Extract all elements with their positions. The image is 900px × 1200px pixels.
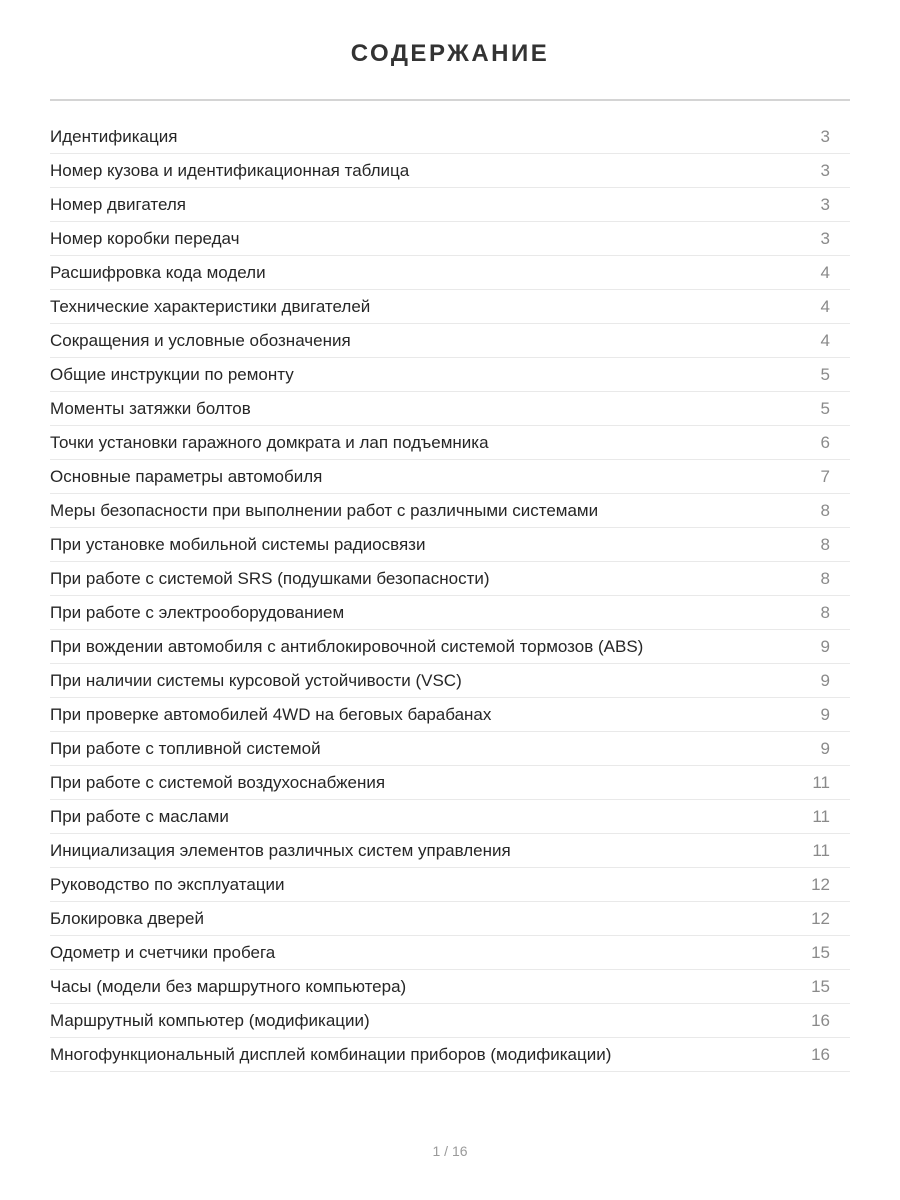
toc-entry-title: Многофункциональный дисплей комбинации приборов (модификации) bbox=[50, 1044, 612, 1064]
toc-entry[interactable] bbox=[50, 494, 850, 528]
toc-entry-page-number: 11 bbox=[812, 806, 830, 826]
toc-entry-title: Руководство по эксплуатации bbox=[50, 874, 285, 894]
toc-entry-page-number: 4 bbox=[820, 262, 830, 282]
toc-entry-page-number: 3 bbox=[820, 126, 830, 146]
toc-entry[interactable] bbox=[50, 970, 850, 1004]
toc-entry-title: Точки установки гаражного домкрата и лап подъемника bbox=[50, 432, 489, 452]
toc-entry[interactable] bbox=[50, 528, 850, 562]
toc-entry[interactable] bbox=[50, 834, 850, 868]
toc-entry-title: Идентификация bbox=[50, 126, 178, 146]
toc-entry[interactable] bbox=[50, 154, 850, 188]
toc-entry-page-number: 6 bbox=[820, 432, 830, 452]
toc-entry[interactable] bbox=[50, 936, 850, 970]
toc-entry-page-number: 8 bbox=[820, 534, 830, 554]
toc-entry-title: Маршрутный компьютер (модификации) bbox=[50, 1010, 370, 1030]
toc-entry-page-number: 5 bbox=[820, 398, 830, 418]
toc-entry[interactable] bbox=[50, 596, 850, 630]
toc-entry-title: Моменты затяжки болтов bbox=[50, 398, 251, 418]
toc-entry-page-number: 9 bbox=[820, 704, 830, 724]
toc-entry[interactable] bbox=[50, 120, 850, 154]
toc-entry[interactable] bbox=[50, 664, 850, 698]
toc-entry-title: При наличии системы курсовой устойчивости (VSC) bbox=[50, 670, 462, 690]
toc-entry-page-number: 12 bbox=[811, 908, 830, 928]
toc-entry-title: Номер коробки передач bbox=[50, 228, 240, 248]
toc-entry[interactable] bbox=[50, 1004, 850, 1038]
title-divider bbox=[50, 99, 850, 101]
toc-entry-page-number: 5 bbox=[820, 364, 830, 384]
toc-entry[interactable] bbox=[50, 562, 850, 596]
toc-entry-title: При работе с системой воздухоснабжения bbox=[50, 772, 386, 792]
toc-entry-page-number: 8 bbox=[820, 500, 830, 520]
toc-entry[interactable] bbox=[50, 868, 850, 902]
toc-entry-page-number: 3 bbox=[820, 194, 830, 214]
toc-entry-page-number: 9 bbox=[820, 636, 830, 656]
toc-entry[interactable] bbox=[50, 460, 850, 494]
toc-entry[interactable] bbox=[50, 800, 850, 834]
toc-entry[interactable] bbox=[50, 630, 850, 664]
toc-entry-title: Одометр и счетчики пробега bbox=[50, 942, 276, 962]
toc-entry-page-number: 16 bbox=[811, 1010, 830, 1030]
toc-entry-page-number: 8 bbox=[820, 568, 830, 588]
toc-entry-title: При работе с электрооборудованием bbox=[50, 602, 345, 622]
toc-entry-page-number: 4 bbox=[820, 296, 830, 316]
toc-entry[interactable] bbox=[50, 324, 850, 358]
toc-entry-title: Основные параметры автомобиля bbox=[50, 466, 323, 486]
toc-entry[interactable] bbox=[50, 1038, 850, 1072]
page-indicator: 1 / 16 bbox=[432, 1143, 468, 1159]
toc-entry-page-number: 3 bbox=[820, 160, 830, 180]
toc-entry-page-number: 8 bbox=[820, 602, 830, 622]
toc-entry[interactable] bbox=[50, 426, 850, 460]
toc-entry[interactable] bbox=[50, 902, 850, 936]
toc-entry-title: Меры безопасности при выполнении работ с различными системами bbox=[50, 500, 599, 520]
toc-entry-title: Часы (модели без маршрутного компьютера) bbox=[50, 976, 407, 996]
toc-entry-page-number: 9 bbox=[820, 670, 830, 690]
toc-entry-title: Блокировка дверей bbox=[50, 908, 205, 928]
toc-entry-page-number: 7 bbox=[820, 466, 830, 486]
toc-entry-title: При работе с системой SRS (подушками безопасности) bbox=[50, 568, 490, 588]
toc-entry[interactable] bbox=[50, 698, 850, 732]
toc-entry-title: Номер двигателя bbox=[50, 194, 187, 214]
page-title: СОДЕРЖАНИЕ bbox=[350, 40, 550, 67]
toc-entry-title: Номер кузова и идентификационная таблица bbox=[50, 160, 410, 180]
toc-entry[interactable] bbox=[50, 188, 850, 222]
toc-entry-page-number: 16 bbox=[811, 1044, 830, 1064]
toc-entry-page-number: 15 bbox=[811, 942, 830, 962]
toc-entry[interactable] bbox=[50, 392, 850, 426]
toc-entry-title: Инициализация элементов различных систем управления bbox=[50, 840, 511, 860]
toc-entry[interactable] bbox=[50, 732, 850, 766]
toc-entry-title: При работе с маслами bbox=[50, 806, 229, 826]
toc-entry[interactable] bbox=[50, 222, 850, 256]
toc-entry-title: Технические характеристики двигателей bbox=[50, 296, 371, 316]
toc-entry-page-number: 11 bbox=[812, 772, 830, 792]
toc-entry-page-number: 4 bbox=[820, 330, 830, 350]
toc-entry-page-number: 3 bbox=[820, 228, 830, 248]
toc-entry[interactable] bbox=[50, 290, 850, 324]
toc-entry[interactable] bbox=[50, 256, 850, 290]
toc-entry-title: При работе с топливной системой bbox=[50, 738, 321, 758]
toc-entry-title: Сокращения и условные обозначения bbox=[50, 330, 351, 350]
toc-entry-title: При установке мобильной системы радиосвязи bbox=[50, 534, 426, 554]
table-of-contents bbox=[50, 120, 850, 1072]
toc-entry-page-number: 15 bbox=[811, 976, 830, 996]
toc-entry-title: При вождении автомобиля с антиблокировочной системой тормозов (ABS) bbox=[50, 636, 644, 656]
toc-entry[interactable] bbox=[50, 766, 850, 800]
toc-entry-title: Расшифровка кода модели bbox=[50, 262, 266, 282]
toc-entry-title: При проверке автомобилей 4WD на беговых барабанах bbox=[50, 704, 492, 724]
toc-entry-page-number: 12 bbox=[811, 874, 830, 894]
toc-entry[interactable] bbox=[50, 358, 850, 392]
toc-entry-page-number: 9 bbox=[820, 738, 830, 758]
toc-entry-page-number: 11 bbox=[812, 840, 830, 860]
toc-entry-title: Общие инструкции по ремонту bbox=[50, 364, 294, 384]
